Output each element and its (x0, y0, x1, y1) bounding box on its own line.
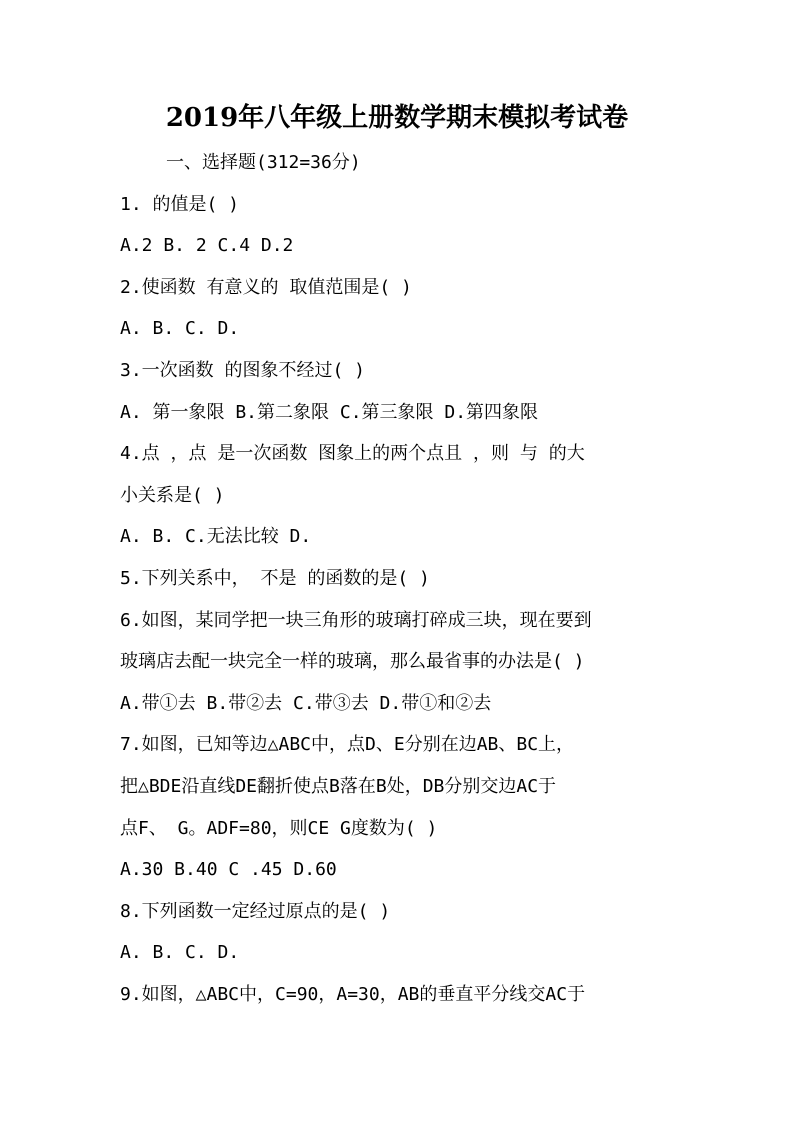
text-line: 5.下列关系中， 不是 的函数的是( ) (120, 567, 430, 589)
text-line: A.2 B. 2 C.4 D.2 (120, 235, 294, 257)
text-line: 4.点 ，点 是一次函数 图象上的两个点且 ，则 与 的大 (120, 443, 585, 465)
text-line: A. 第一象限 B.第二象限 C.第三象限 D.第四象限 (120, 401, 539, 423)
text-line: A. B. C. D. (120, 942, 240, 964)
text-line: 2.使函数 有意义的 取值范围是( ) (120, 276, 412, 298)
text-line: 3.一次函数 的图象不经过( ) (120, 359, 366, 381)
text-line: A.带①去 B.带②去 C.带③去 D.带①和②去 (120, 692, 492, 714)
section-heading: 一、选择题(312=36分) (166, 152, 361, 173)
text-line: 1. 的值是( ) (120, 193, 240, 215)
text-line: A. B. C. D. (120, 318, 240, 340)
text-line: 9.如图，△ABC中，C=90，A=30，AB的垂直平分线交AC于 (120, 983, 586, 1005)
text-line: 小关系是( ) (120, 484, 225, 506)
text-line: 把△BDE沿直线DE翻折使点B落在B处，DB分别交边AC于 (120, 775, 557, 797)
text-line: 6.如图，某同学把一块三角形的玻璃打碎成三块，现在要到 (120, 609, 592, 631)
text-line: 玻璃店去配一块完全一样的玻璃，那么最省事的办法是( ) (120, 651, 585, 673)
text-line: A.30 B.40 C .45 D.60 (120, 859, 337, 881)
document-title: 2019年八年级上册数学期末模拟考试卷 (165, 103, 629, 133)
text-line: 8.下列函数一定经过原点的是( ) (120, 900, 391, 922)
text-line: 7.如图，已知等边△ABC中，点D、E分别在边AB、BC上， (120, 734, 575, 756)
text-line: 点F、 G。ADF=80，则CE G度数为( ) (120, 817, 438, 839)
text-line: A. B. C.无法比较 D. (120, 526, 312, 548)
document-body (120, 142, 680, 1015)
